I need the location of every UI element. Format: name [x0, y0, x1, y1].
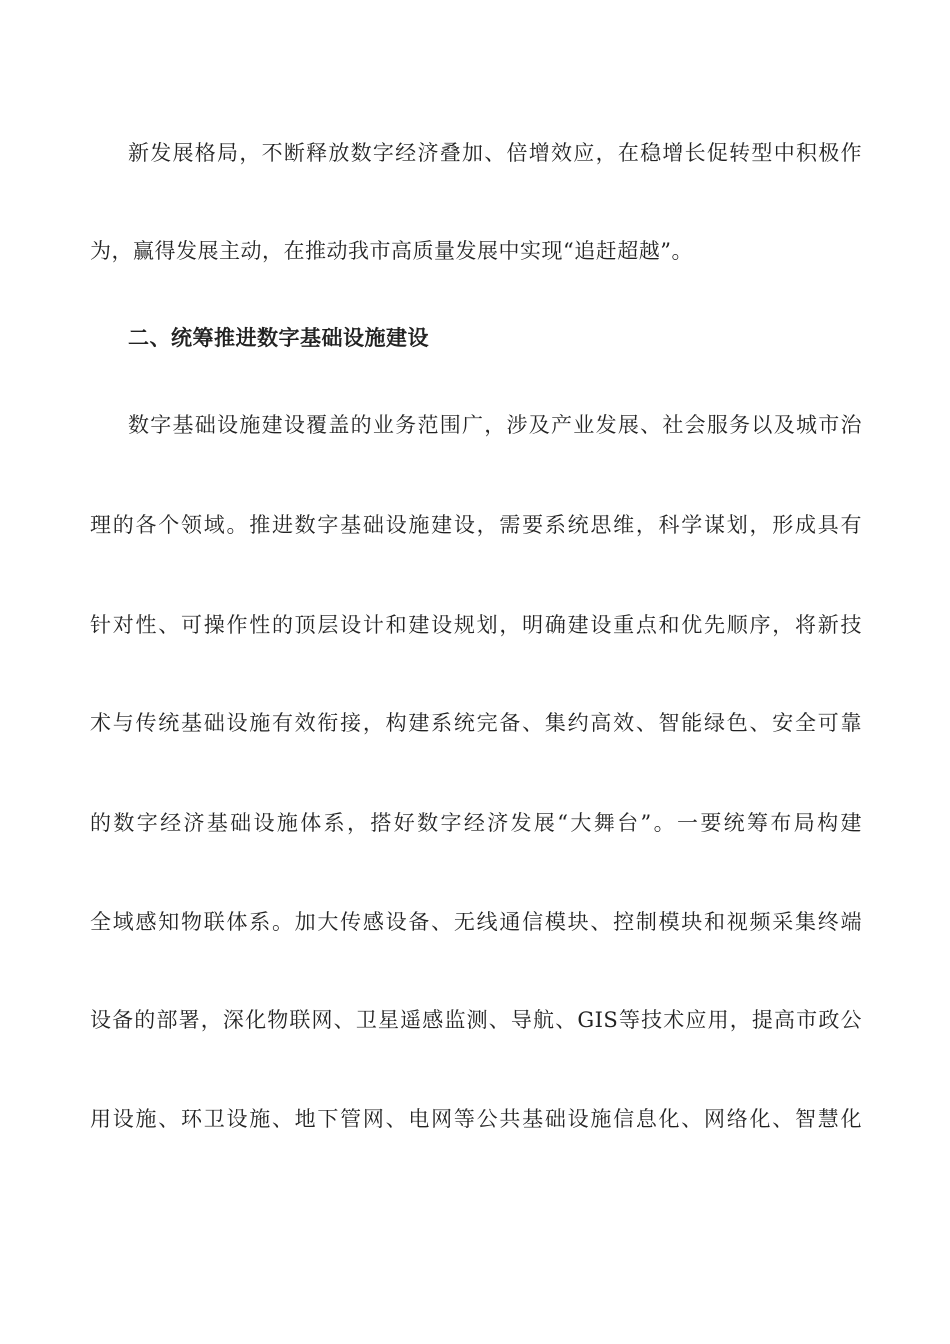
paragraph-1-line-2: 为，赢得发展主动，在推动我市高质量发展中实现“追赶超越”。 — [90, 239, 693, 263]
paragraph-2-line-8: 用设施、环卫设施、地下管网、电网等公共基础设施信息化、网络化、智慧化 — [90, 1107, 862, 1131]
paragraph-2-line-6: 全域感知物联体系。加大传感设备、无线通信模块、控制模块和视频采集终端 — [90, 910, 862, 934]
paragraph-2-line-2: 理的各个领域。推进数字基础设施建设，需要系统思维，科学谋划，形成具有 — [90, 513, 862, 537]
paragraph-2-line-4: 术与传统基础设施有效衔接，构建系统完备、集约高效、智能绿色、安全可靠 — [90, 711, 862, 735]
paragraph-2-line-1: 数字基础设施建设覆盖的业务范围广，涉及产业发展、社会服务以及城市治 — [128, 413, 862, 437]
paragraph-2-line-7: 设备的部署，深化物联网、卫星遥感监测、导航、GIS等技术应用，提高市政公 — [90, 1008, 862, 1032]
paragraph-2-line-3: 针对性、可操作性的顶层设计和建设规划，明确建设重点和优先顺序，将新技 — [90, 613, 862, 637]
paragraph-2-line-5: 的数字经济基础设施体系，搭好数字经济发展“大舞台”。一要统筹布局构建 — [90, 811, 862, 835]
section-heading: 二、统筹推进数字基础设施建设 — [128, 325, 429, 350]
paragraph-1-line-1: 新发展格局，不断释放数字经济叠加、倍增效应，在稳增长促转型中积极作 — [128, 141, 862, 165]
